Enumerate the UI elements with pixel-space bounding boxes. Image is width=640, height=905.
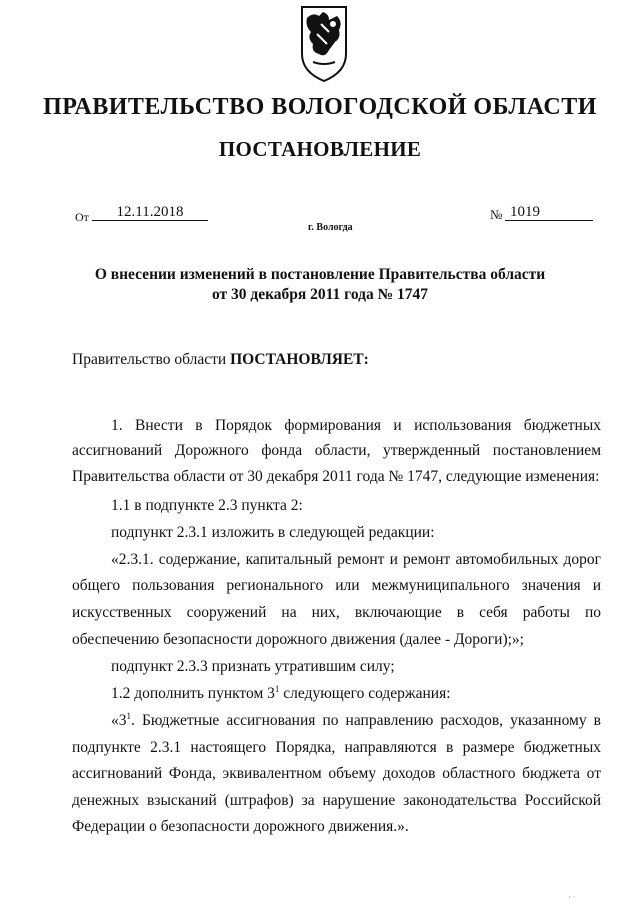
date-label: От [75, 210, 89, 224]
quote-3-1-line: ассигнований Фонда, эквивалентном объему доходов областного бюджета от [72, 765, 601, 782]
item-1-2-text: 1.2 дополнить пунктом 3 [111, 685, 275, 702]
document-type: ПОСТАНОВЛЕНИЕ [218, 137, 422, 161]
document-subject [0, 265, 640, 305]
quote-3-1-start [111, 712, 131, 730]
document-date: 12.11.2018 [92, 204, 208, 221]
quote-2-3-1-line: «2.3.1. содержание, капитальный ремонт и ремонт автомобильных дорог [111, 551, 601, 568]
quote-2-3-1-line: искусственных сооружений на них, включающие в себя работы по [72, 604, 601, 621]
coat-of-arms-icon [299, 4, 349, 84]
item1-line: 1. Внести в Порядок формирования и использования бюджетных [111, 417, 601, 434]
government-title: ПРАВИТЕЛЬСТВО ВОЛОГОДСКОЙ ОБЛАСТИ [43, 94, 597, 120]
sub-2-3-3: подпункт 2.3.3 признать утратившим силу; [111, 658, 395, 675]
superscript: 1 [126, 710, 131, 721]
subject-line: О внесении изменений в постановление Правительства области [94, 266, 546, 283]
scan-mark: · · [568, 893, 576, 902]
document-number: 1019 [505, 204, 593, 221]
quote-3-1-start-text: «3 [111, 712, 127, 729]
number-label: № [490, 207, 503, 222]
preamble [72, 351, 369, 369]
quote-3-1-line: денежных взысканий (штрафов) за нарушение законодательства Российской [72, 792, 601, 809]
superscript: 1 [274, 683, 280, 694]
subject-line: от 30 декабря 2011 года № 1747 [211, 286, 429, 303]
quote-3-1-line: подпункте 2.3.1 настоящего Порядка, направляются в размере бюджетных [72, 739, 601, 756]
preamble-text: Правительство области [72, 351, 227, 368]
item-1-2 [111, 685, 451, 703]
quote-3-1-line [111, 712, 601, 730]
preamble-decree: ПОСТАНОВЛЯЕТ: [230, 351, 369, 368]
item-1-2-tail: следующего содержания: [279, 685, 451, 702]
item1-line: Правительства области от 30 декабря 2011 года № 1747, следующие изменения: [72, 468, 600, 485]
sub-2-3-1-intro: подпункт 2.3.1 изложить в следующей редакции: [111, 524, 435, 541]
quote-3-1-line: Федерации о безопасности дорожного движения.». [72, 818, 409, 835]
quote-2-3-1-line: общего пользования регионального или межмуниципального значения и [72, 577, 601, 594]
quote-3-1-rest: . Бюджетные ассигнования по направлению расходов, указанному в [131, 712, 601, 729]
quote-2-3-1-line: обеспечению безопасности дорожного движения (далее - Дороги);»; [72, 631, 524, 648]
item1-line: ассигнований Дорожного фонда области, утвержденный постановлением [72, 442, 601, 459]
city: г. Вологда [308, 222, 353, 233]
item-1-1: 1.1 в подпункте 2.3 пункта 2: [111, 497, 303, 514]
